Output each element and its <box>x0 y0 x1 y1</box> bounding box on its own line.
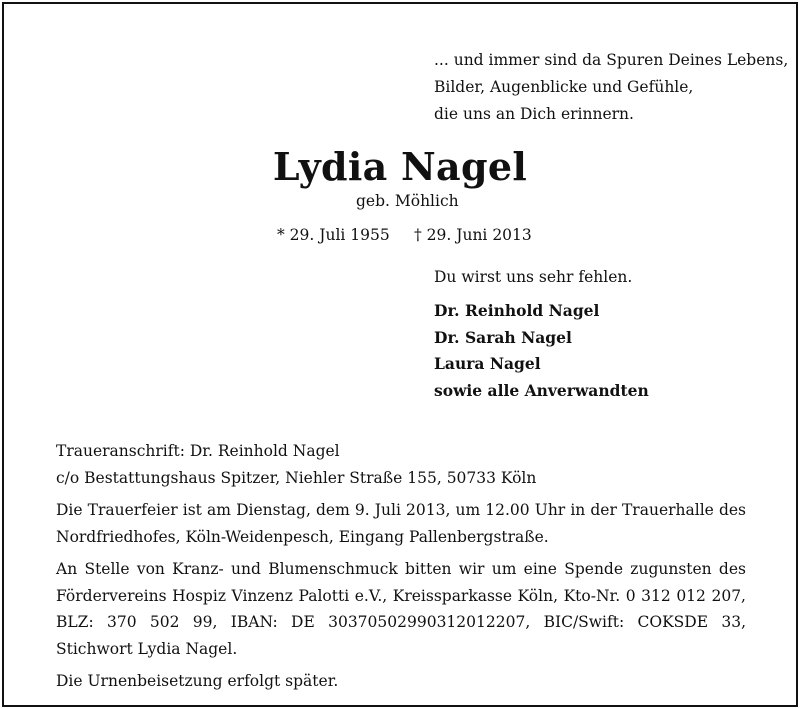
poem-line: Bilder, Augenblicke und Gefühle, <box>434 78 694 96</box>
mourners-list <box>434 298 649 404</box>
death-date: † 29. Juni 2013 <box>414 226 532 244</box>
notice-details <box>56 438 746 695</box>
poem-line: die uns an Dich erinnern. <box>434 105 634 123</box>
donation-info: An Stelle von Kranz- und Blumenschmuck bitten wir um eine Spende zugunsten des Fördervereins Hospiz Vinzenz Palotti e.V., Kreissparkasse Köln, Kto-Nr. 0 312 012 207, BLZ: 370 502 99, IBAN: DE 30370502990312012207, BIC/Swift: COKSDE 33, Stichwort Lydia Nagel. <box>56 560 746 658</box>
birth-name: geb. Möhlich <box>356 192 459 210</box>
birth-date: * 29. Juli 1955 <box>277 226 390 244</box>
mourner: Dr. Reinhold Nagel <box>434 301 600 320</box>
farewell-line: Du wirst uns sehr fehlen. <box>434 268 633 286</box>
mourner: Dr. Sarah Nagel <box>434 327 572 347</box>
funeral-info: Die Trauerfeier ist am Dienstag, dem 9. Juli 2013, um 12.00 Uhr in der Trauerhalle des Nordfriedhofes, Köln-Weidenpesch, Eingang Pallenbergstraße. <box>56 501 746 546</box>
poem <box>434 47 788 128</box>
mourner: Laura Nagel <box>434 354 541 373</box>
mourner: sowie alle Anverwandten <box>434 380 649 400</box>
urn-info: Die Urnenbeisetzung erfolgt später. <box>56 672 339 690</box>
poem-line: ... und immer sind da Spuren Deines Lebens, <box>434 51 789 69</box>
address-line: c/o Bestattungshaus Spitzer, Niehler Straße 155, 50733 Köln <box>56 468 537 487</box>
address-line: Traueranschrift: Dr. Reinhold Nagel <box>56 442 340 460</box>
deceased-name: Lydia Nagel <box>272 144 528 189</box>
